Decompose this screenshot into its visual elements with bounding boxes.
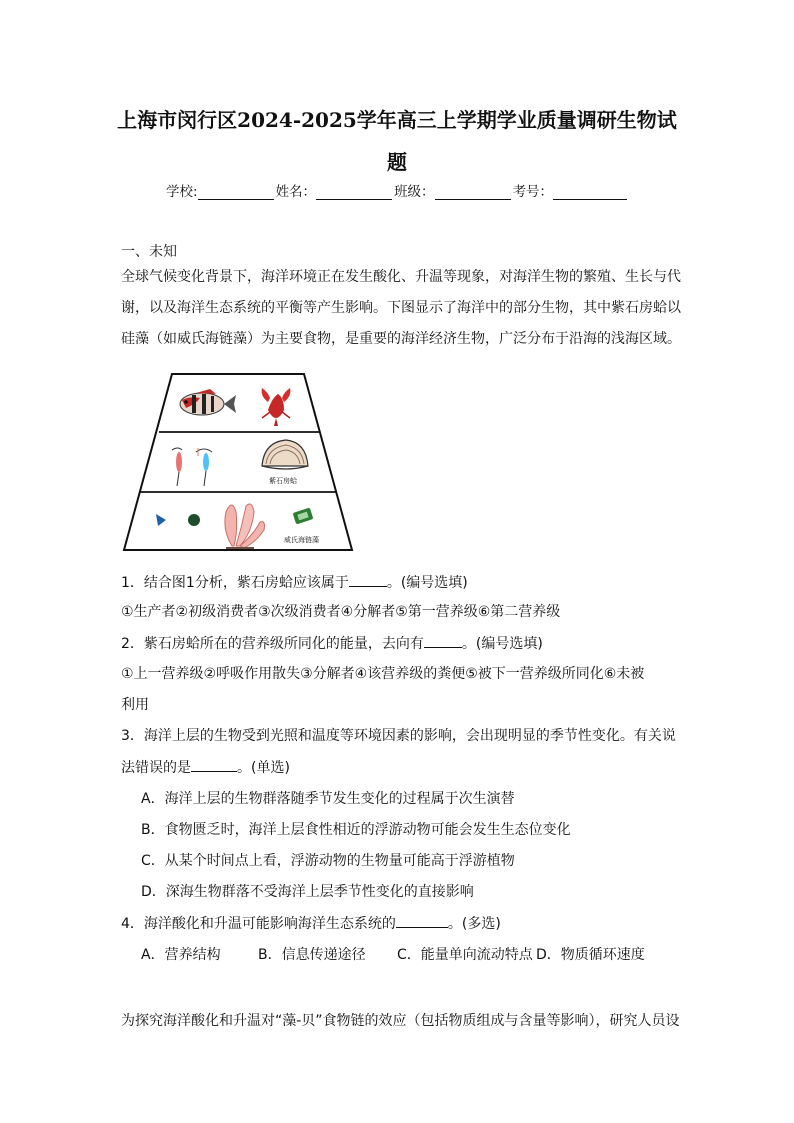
q2-options-line-1: ①上一营养级②呼吸作用散失③分解者④该营养级的粪便⑤被下一营养级所同化⑥未被 [121,666,645,682]
q2-stem-after: 。(编号选填) [461,636,543,652]
intro-line-1: 全球气候变化背景下，海洋环境正在发生酸化、升温等现象，对海洋生物的繁殖、生长与代 [121,269,681,285]
q4-option-d[interactable]: D．物质循环速度 [536,947,645,963]
q4-stem-after: 。(多选) [447,916,501,932]
q3-answer-blank[interactable] [191,757,237,772]
school-blank[interactable] [198,185,274,200]
clam-label: 紫石房蛤 [269,477,297,485]
q4-option-b[interactable]: B．信息传递途径 [258,947,366,963]
class-label: 班级： [394,184,435,200]
food-pyramid-figure [118,370,358,554]
q2-options-line-2: 利用 [121,697,149,713]
student-info-row [166,180,629,200]
q4-stem [121,913,501,934]
q1-stem [121,572,468,593]
q3-stem-line-1: 3．海洋上层的生物受到光照和温度等环境因素的影响，会出现明显的季节性变化。有关说 [121,728,676,744]
q4-option-c[interactable]: C．能量单向流动特点 [397,947,533,963]
name-blank[interactable] [316,185,392,200]
q3-option-a[interactable]: A．海洋上层的生物群落随季节发生变化的过程属于次生演替 [141,791,515,807]
diatom-label: 威氏海链藻 [284,536,319,544]
intro-line-3: 硅藻（如威氏海链藻）为主要食物，是重要的海洋经济生物，广泛分布于沿海的浅海区域。 [121,331,681,347]
q1-answer-blank[interactable] [349,572,387,587]
exam-no-label: 考号： [512,184,554,200]
q1-options: ①生产者②初级消费者③次级消费者④分解者⑤第一营养级⑥第二营养级 [121,604,561,620]
name-label: 姓名： [275,184,317,200]
q4-options-row [141,944,645,964]
intro-line-2: 谢，以及海洋生态系统的平衡等产生影响。下图显示了海洋中的部分生物，其中紫石房蛤以 [121,300,681,316]
q3-option-b[interactable]: B．食物匮乏时，海洋上层食性相近的浮游动物可能会发生生态位变化 [141,822,571,838]
q3-stem-before: 法错误的是 [121,760,191,776]
q1-stem-after: 。(编号选填) [386,575,468,591]
q3-stem-line-2 [121,757,290,778]
q4-option-a[interactable]: A．营养结构 [141,947,221,963]
section-heading: 一、未知 [121,244,177,260]
q2-answer-blank[interactable] [424,633,462,648]
class-blank[interactable] [435,185,511,200]
document-title-line-2: 题 [387,150,407,174]
document-title-line-1: 上海市闵行区2024-2025学年高三上学期学业质量调研生物试 [117,108,677,132]
q2-stem [121,633,543,654]
school-label: 学校: [166,184,198,200]
q2-stem-before: 2．紫石房蛤所在的营养级所同化的能量，去向有 [121,636,424,652]
q4-stem-before: 4．海洋酸化和升温可能影响海洋生态系统的 [121,916,396,932]
q1-stem-before: 1．结合图1分析，紫石房蛤应该属于 [121,575,349,591]
exam-no-blank[interactable] [553,185,627,200]
q4-answer-blank[interactable] [396,913,448,928]
q3-option-c[interactable]: C．从某个时间点上看，浮游动物的生物量可能高于浮游植物 [141,853,515,869]
q3-stem-after: 。(单选) [237,760,290,776]
closing-paragraph: 为探究海洋酸化和升温对“藻-贝”食物链的效应（包括物质组成与含量等影响），研究人员设 [121,1013,680,1029]
q3-option-d[interactable]: D．深海生物群落不受海洋上层季节性变化的直接影响 [141,884,474,900]
